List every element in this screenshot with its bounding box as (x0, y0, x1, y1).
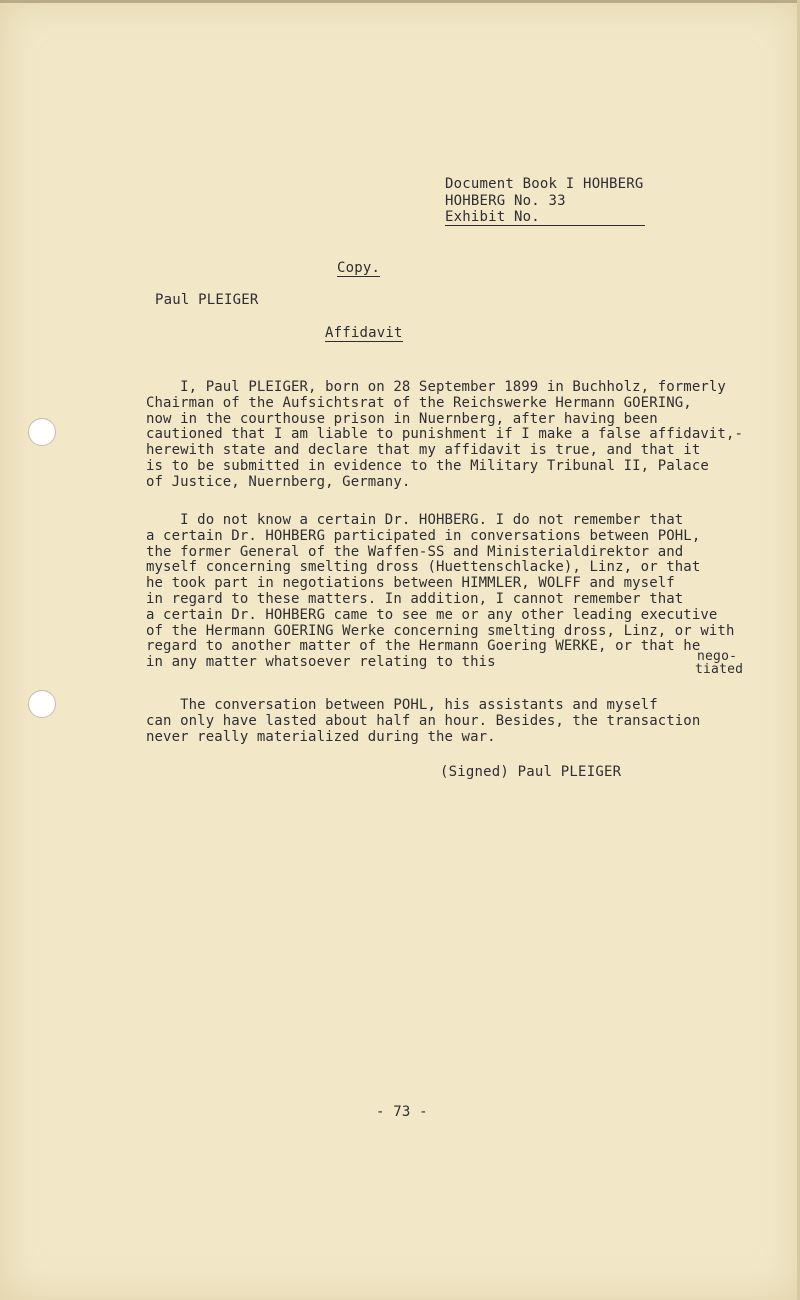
insert-word-top: nego- (697, 649, 738, 664)
insert-word-bottom: tiated (695, 662, 744, 677)
page-number: - 73 - (376, 1104, 428, 1120)
punch-hole-top (28, 418, 56, 446)
text-line: never really materialized during the war. (146, 728, 496, 745)
punch-hole-bottom (28, 690, 56, 718)
text-line: he took part in negotiations between HIMMLER, WOLFF and myself (146, 575, 675, 592)
text-line: the former General of the Waffen-SS and Ministerialdirektor and (146, 543, 684, 560)
text-line: herewith state and declare that my affidavit is true, and that it (146, 442, 701, 459)
text-line: I, Paul PLEIGER, born on 28 September 1899 in Buchholz, formerly (146, 379, 726, 395)
signature: (Signed) Paul PLEIGER (440, 764, 622, 780)
text-line: myself concerning smelting dross (Huettenschlacke), Linz, or that (146, 559, 701, 576)
text-line: a certain Dr. HOHBERG participated in conversations between POHL, (146, 527, 701, 544)
text-line: can only have lasted about half an hour. Besides, the transaction (146, 712, 701, 729)
paragraph-3 (146, 698, 700, 745)
text-line: Chairman of the Aufsichtsrat of the Reichswerke Hermann GOERING, (146, 394, 692, 411)
text-line: now in the courthouse prison in Nuernberg, after having been (146, 410, 658, 427)
text-line: regard to another matter of the Hermann Goering WERKE, or that he (146, 638, 701, 655)
header-document-book: Document Book I HOHBERG (445, 176, 644, 192)
text-line: a certain Dr. HOHBERG came to see me or any other leading executive (146, 606, 718, 623)
text-line: is to be submitted in evidence to the Military Tribunal II, Palace (146, 457, 709, 474)
paragraph-2 (146, 513, 734, 671)
text-line: in any matter whatsoever relating to this (146, 654, 496, 671)
document-title: Affidavit (325, 325, 403, 341)
header-exhibit-number: Exhibit No. (445, 209, 645, 226)
paragraph-1 (146, 380, 743, 491)
copy-label: Copy. (337, 260, 381, 276)
text-line: I do not know a certain Dr. HOHBERG. I do not remember that (146, 512, 684, 528)
page-top-edge (0, 0, 800, 3)
text-line: of Justice, Nuernberg, Germany. (146, 473, 411, 490)
text-line: cautioned that I am liable to punishment if I make a false affidavit,- (146, 426, 744, 443)
author-name: Paul PLEIGER (155, 292, 259, 308)
text-line: The conversation between POHL, his assistants and myself (146, 697, 658, 713)
text-line: of the Hermann GOERING Werke concerning smelting dross, Linz, or with (146, 622, 735, 639)
text-line: in regard to these matters. In addition, I cannot remember that (146, 590, 684, 607)
header-hohberg-number: HOHBERG No. 33 (445, 193, 566, 209)
